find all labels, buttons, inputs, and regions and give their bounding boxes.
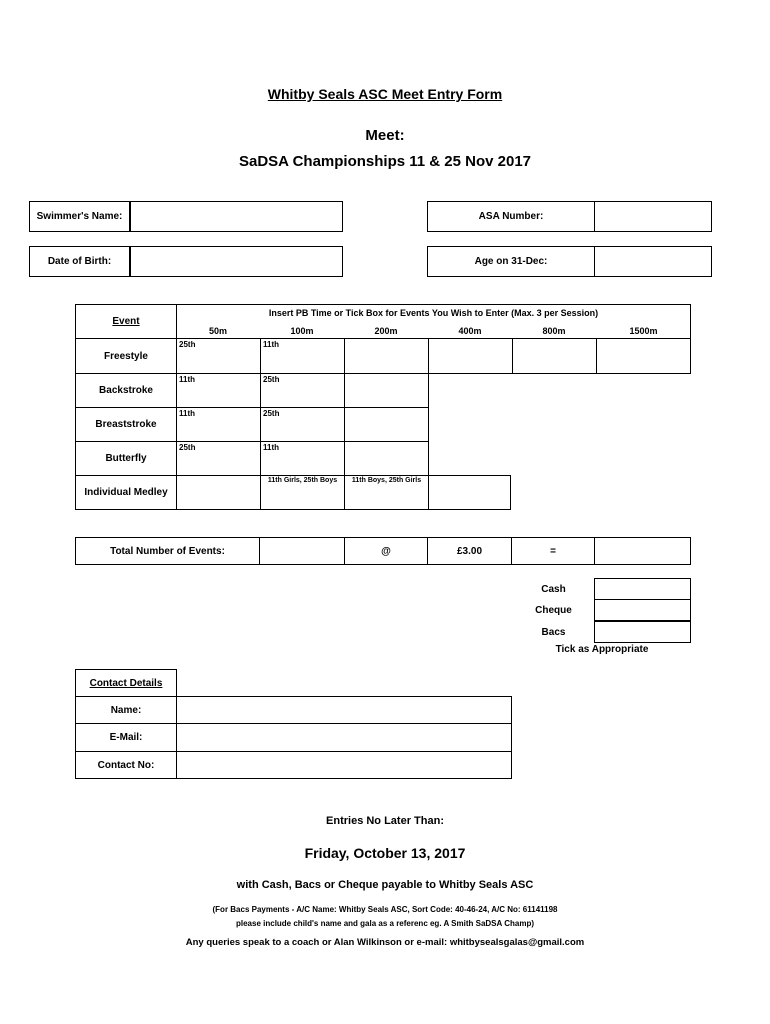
swimmer-name-label-box bbox=[29, 201, 130, 232]
total-amount-field[interactable] bbox=[594, 537, 691, 565]
price-cell bbox=[427, 537, 512, 565]
butterfly-50m-cell[interactable]: 25th bbox=[176, 441, 261, 476]
age-field[interactable] bbox=[594, 246, 712, 277]
swimmer-name-field[interactable] bbox=[130, 201, 343, 232]
meet-name: SaDSA Championships 11 & 25 Nov 2017 bbox=[238, 153, 532, 170]
backstroke-50m-cell[interactable]: 11th bbox=[176, 373, 261, 408]
stroke-backstroke: Backstroke bbox=[99, 385, 153, 396]
instruction-text: Insert PB Time or Tick Box for Events You Wish to Enter (Max. 3 per Session) bbox=[268, 308, 599, 318]
distance-800m: 800m bbox=[542, 326, 566, 336]
equals-sign: = bbox=[550, 545, 556, 557]
backstroke-100m-cell[interactable]: 25th bbox=[260, 373, 345, 408]
stroke-cell-freestyle bbox=[75, 338, 177, 374]
butterfly-100m-cell[interactable]: 11th bbox=[260, 441, 345, 476]
payment-cheque-checkbox[interactable] bbox=[594, 599, 691, 621]
dob-field[interactable] bbox=[130, 246, 343, 277]
contact-email-field[interactable] bbox=[176, 723, 512, 752]
asa-number-field[interactable] bbox=[594, 201, 712, 232]
payable-text: with Cash, Bacs or Cheque payable to Whitby Seals ASC bbox=[236, 879, 534, 891]
dob-label-box bbox=[29, 246, 130, 277]
distance-200m: 200m bbox=[374, 326, 398, 336]
butterfly-200m-cell[interactable] bbox=[344, 441, 429, 476]
queries-text: Any queries speak to a coach or Alan Wilkinson or e-mail: whitbysealsgalas@gmail.com bbox=[185, 937, 585, 948]
contact-name-field[interactable] bbox=[176, 696, 512, 724]
breaststroke-50m-cell[interactable]: 11th bbox=[176, 407, 261, 442]
distance-100m: 100m bbox=[290, 326, 314, 336]
im-100m-cell[interactable]: 11th Girls, 25th Boys bbox=[260, 475, 345, 510]
stroke-cell-breaststroke bbox=[75, 407, 177, 442]
breaststroke-100m-cell[interactable]: 25th bbox=[260, 407, 345, 442]
asa-number-label-box bbox=[427, 201, 595, 232]
payment-note: Tick as Appropriate bbox=[555, 644, 649, 655]
payment-cash-checkbox[interactable] bbox=[594, 578, 691, 600]
payment-bacs-label: Bacs bbox=[541, 626, 566, 638]
deadline-label: Entries No Later Than: bbox=[326, 815, 444, 827]
stroke-individual-medley: Individual Medley bbox=[84, 487, 168, 498]
contact-name-label: Name: bbox=[110, 705, 142, 716]
age-label-box bbox=[427, 246, 595, 277]
backstroke-200m-cell[interactable] bbox=[344, 373, 429, 408]
freestyle-800m-cell[interactable] bbox=[512, 338, 597, 374]
freestyle-1500m-cell[interactable] bbox=[596, 338, 691, 374]
freestyle-100m-cell[interactable]: 11th bbox=[260, 338, 345, 374]
event-header-cell bbox=[75, 304, 177, 339]
at-sign: @ bbox=[381, 545, 391, 557]
breaststroke-200m-cell[interactable] bbox=[344, 407, 429, 442]
dob-label: Date of Birth: bbox=[47, 256, 112, 267]
contact-email-label: E-Mail: bbox=[109, 732, 143, 743]
deadline-date: Friday, October 13, 2017 bbox=[304, 845, 466, 861]
total-events-field[interactable] bbox=[259, 537, 345, 565]
stroke-cell-backstroke bbox=[75, 373, 177, 408]
total-events-label: Total Number of Events: bbox=[110, 545, 225, 557]
im-200m-cell[interactable]: 11th Boys, 25th Girls bbox=[344, 475, 429, 510]
contact-phone-field[interactable] bbox=[176, 751, 512, 779]
bacs-details-line1: (For Bacs Payments - A/C Name: Whitby Seals ASC, Sort Code: 40-46-24, A/C No: 61141198 bbox=[212, 905, 558, 914]
price-value: £3.00 bbox=[456, 545, 483, 557]
payment-bacs-checkbox[interactable] bbox=[594, 621, 691, 643]
freestyle-200m-cell[interactable] bbox=[344, 338, 429, 374]
freestyle-400m-cell[interactable] bbox=[428, 338, 513, 374]
contact-details-header: Contact Details bbox=[89, 677, 163, 689]
stroke-cell-individual-medley bbox=[75, 475, 177, 510]
form-title: Whitby Seals ASC Meet Entry Form bbox=[267, 86, 503, 102]
stroke-freestyle: Freestyle bbox=[104, 350, 148, 362]
payment-cash-label: Cash bbox=[541, 583, 566, 595]
contact-phone-label: Contact No: bbox=[97, 760, 155, 771]
meet-label: Meet: bbox=[365, 127, 405, 144]
payment-cheque-label: Cheque bbox=[535, 604, 572, 616]
distance-400m: 400m bbox=[458, 326, 482, 336]
im-50m-cell[interactable] bbox=[176, 475, 261, 510]
age-label: Age on 31-Dec: bbox=[474, 256, 548, 267]
stroke-breaststroke: Breaststroke bbox=[95, 419, 157, 430]
event-header: Event bbox=[112, 316, 140, 327]
distance-1500m: 1500m bbox=[629, 326, 658, 336]
stroke-butterfly: Butterfly bbox=[105, 453, 147, 464]
distance-50m: 50m bbox=[208, 326, 227, 336]
asa-number-label: ASA Number: bbox=[478, 211, 544, 222]
freestyle-50m-cell[interactable]: 25th bbox=[176, 338, 261, 374]
bacs-details-line2: please include child's name and gala as a referenc eg. A Smith SaDSA Champ) bbox=[236, 919, 534, 928]
stroke-cell-butterfly bbox=[75, 441, 177, 476]
swimmer-name-label: Swimmer's Name: bbox=[36, 211, 123, 222]
im-400m-cell[interactable] bbox=[428, 475, 511, 510]
